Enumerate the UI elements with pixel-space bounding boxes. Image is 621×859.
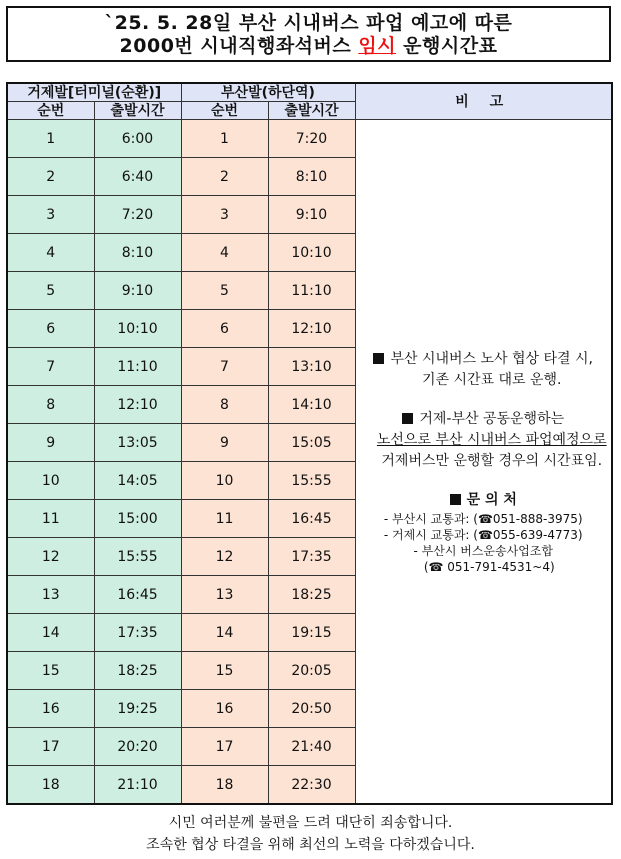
busan-time-cell: 10:10 bbox=[268, 234, 355, 272]
geoje-seq-cell: 17 bbox=[7, 728, 94, 766]
geoje-time-cell: 10:10 bbox=[94, 310, 181, 348]
busan-departure-header: 부산발(하단역) bbox=[181, 83, 355, 102]
contact-line: - 부산시 버스운송사업조합 bbox=[413, 543, 553, 558]
geoje-seq-cell: 10 bbox=[7, 462, 94, 500]
geoje-seq-cell: 8 bbox=[7, 386, 94, 424]
geoje-time-cell: 7:20 bbox=[94, 196, 181, 234]
square-bullet-icon bbox=[402, 413, 413, 424]
geoje-seq-cell: 9 bbox=[7, 424, 94, 462]
busan-time-cell: 17:35 bbox=[268, 538, 355, 576]
square-bullet-icon bbox=[450, 494, 461, 505]
geoje-seq-cell: 1 bbox=[7, 120, 94, 158]
busan-time-cell: 20:50 bbox=[268, 690, 355, 728]
geoje-time-cell: 18:25 bbox=[94, 652, 181, 690]
busan-seq-cell: 12 bbox=[181, 538, 268, 576]
busan-time-cell: 15:55 bbox=[268, 462, 355, 500]
busan-time-cell: 13:10 bbox=[268, 348, 355, 386]
geoje-time-cell: 21:10 bbox=[94, 766, 181, 805]
geoje-time-cell: 16:45 bbox=[94, 576, 181, 614]
busan-seq-cell: 18 bbox=[181, 766, 268, 805]
busan-time-cell: 7:20 bbox=[268, 120, 355, 158]
geoje-seq-cell: 12 bbox=[7, 538, 94, 576]
busan-seq-cell: 3 bbox=[181, 196, 268, 234]
remarks-cell bbox=[355, 120, 612, 805]
geoje-seq-cell: 4 bbox=[7, 234, 94, 272]
busan-seq-cell: 14 bbox=[181, 614, 268, 652]
note-text: 기존 시간표 대로 운행. bbox=[421, 371, 562, 388]
temporary-highlight: 임시 bbox=[358, 35, 397, 57]
geoje-seq-cell: 13 bbox=[7, 576, 94, 614]
geoje-seq-cell: 15 bbox=[7, 652, 94, 690]
busan-seq-header: 순번 bbox=[181, 102, 268, 120]
contact-title-text: 문 의 처 bbox=[466, 491, 517, 508]
geoje-seq-cell: 16 bbox=[7, 690, 94, 728]
geoje-seq-cell: 18 bbox=[7, 766, 94, 805]
geoje-time-cell: 20:20 bbox=[94, 728, 181, 766]
busan-time-cell: 8:10 bbox=[268, 158, 355, 196]
busan-seq-cell: 1 bbox=[181, 120, 268, 158]
geoje-time-cell: 9:10 bbox=[94, 272, 181, 310]
busan-time-cell: 14:10 bbox=[268, 386, 355, 424]
busan-seq-cell: 7 bbox=[181, 348, 268, 386]
busan-seq-cell: 4 bbox=[181, 234, 268, 272]
busan-seq-cell: 17 bbox=[181, 728, 268, 766]
footer-line-1: 시민 여러분께 불편을 드려 대단히 죄송합니다. bbox=[168, 815, 453, 831]
title-line-1: `25. 5. 28일 부산 시내버스 파업 예고에 따른 bbox=[104, 12, 513, 34]
busan-time-cell: 21:40 bbox=[268, 728, 355, 766]
title-box bbox=[6, 6, 611, 62]
busan-seq-cell: 11 bbox=[181, 500, 268, 538]
geoje-seq-cell: 2 bbox=[7, 158, 94, 196]
title-suffix: 운행시간표 bbox=[396, 35, 498, 57]
contact-line: - 부산시 교통과: (☎051-888-3975) bbox=[383, 511, 583, 526]
busan-seq-cell: 8 bbox=[181, 386, 268, 424]
title-prefix: 2000번 시내직행좌석버스 bbox=[119, 35, 359, 57]
busan-time-header: 출발시간 bbox=[268, 102, 355, 120]
note-text: 거제버스만 운행할 경우의 시간표임. bbox=[381, 452, 603, 469]
geoje-seq-cell: 3 bbox=[7, 196, 94, 234]
note-2 bbox=[356, 409, 612, 430]
geoje-time-cell: 19:25 bbox=[94, 690, 181, 728]
footer-line-2: 조속한 협상 타결을 위해 최선의 노력을 다하겠습니다. bbox=[146, 837, 475, 853]
busan-seq-cell: 10 bbox=[181, 462, 268, 500]
busan-time-cell: 20:05 bbox=[268, 652, 355, 690]
geoje-time-cell: 6:40 bbox=[94, 158, 181, 196]
busan-time-cell: 12:10 bbox=[268, 310, 355, 348]
geoje-time-cell: 15:55 bbox=[94, 538, 181, 576]
busan-time-cell: 16:45 bbox=[268, 500, 355, 538]
geoje-time-cell: 8:10 bbox=[94, 234, 181, 272]
table-row bbox=[7, 120, 612, 158]
busan-time-cell: 9:10 bbox=[268, 196, 355, 234]
busan-seq-cell: 6 bbox=[181, 310, 268, 348]
note-text: 거제-부산 공동운행하는 bbox=[419, 410, 565, 427]
remarks-header: 비 고 bbox=[355, 83, 612, 120]
geoje-seq-header: 순번 bbox=[7, 102, 94, 120]
square-bullet-icon bbox=[373, 353, 384, 364]
geoje-seq-cell: 7 bbox=[7, 348, 94, 386]
busan-seq-cell: 13 bbox=[181, 576, 268, 614]
busan-time-cell: 19:15 bbox=[268, 614, 355, 652]
geoje-time-cell: 13:05 bbox=[94, 424, 181, 462]
busan-seq-cell: 15 bbox=[181, 652, 268, 690]
geoje-time-cell: 17:35 bbox=[94, 614, 181, 652]
schedule-table bbox=[6, 82, 613, 805]
geoje-seq-cell: 6 bbox=[7, 310, 94, 348]
busan-time-cell: 15:05 bbox=[268, 424, 355, 462]
geoje-seq-cell: 5 bbox=[7, 272, 94, 310]
note-1 bbox=[356, 349, 612, 370]
busan-seq-cell: 5 bbox=[181, 272, 268, 310]
geoje-time-header: 출발시간 bbox=[94, 102, 181, 120]
geoje-seq-cell: 14 bbox=[7, 614, 94, 652]
geoje-departure-header: 거제발[터미널(순환)] bbox=[7, 83, 181, 102]
title-line-2 bbox=[8, 35, 609, 58]
busan-time-cell: 18:25 bbox=[268, 576, 355, 614]
contact-line: (☎ 051-791-4531~4) bbox=[423, 559, 555, 574]
busan-seq-cell: 9 bbox=[181, 424, 268, 462]
geoje-time-cell: 11:10 bbox=[94, 348, 181, 386]
geoje-time-cell: 14:05 bbox=[94, 462, 181, 500]
contact-title bbox=[356, 490, 612, 511]
geoje-time-cell: 6:00 bbox=[94, 120, 181, 158]
geoje-seq-cell: 11 bbox=[7, 500, 94, 538]
busan-time-cell: 22:30 bbox=[268, 766, 355, 805]
note-text: 노선으로 부산 시내버스 파업예정으로 bbox=[376, 431, 607, 448]
contact-line: - 거제시 교통과: (☎055-639-4773) bbox=[383, 527, 583, 542]
busan-seq-cell: 2 bbox=[181, 158, 268, 196]
note-text: 부산 시내버스 노사 협상 타결 시, bbox=[390, 350, 593, 367]
busan-time-cell: 11:10 bbox=[268, 272, 355, 310]
geoje-time-cell: 12:10 bbox=[94, 386, 181, 424]
geoje-time-cell: 15:00 bbox=[94, 500, 181, 538]
busan-seq-cell: 16 bbox=[181, 690, 268, 728]
apology-footer bbox=[0, 812, 621, 856]
